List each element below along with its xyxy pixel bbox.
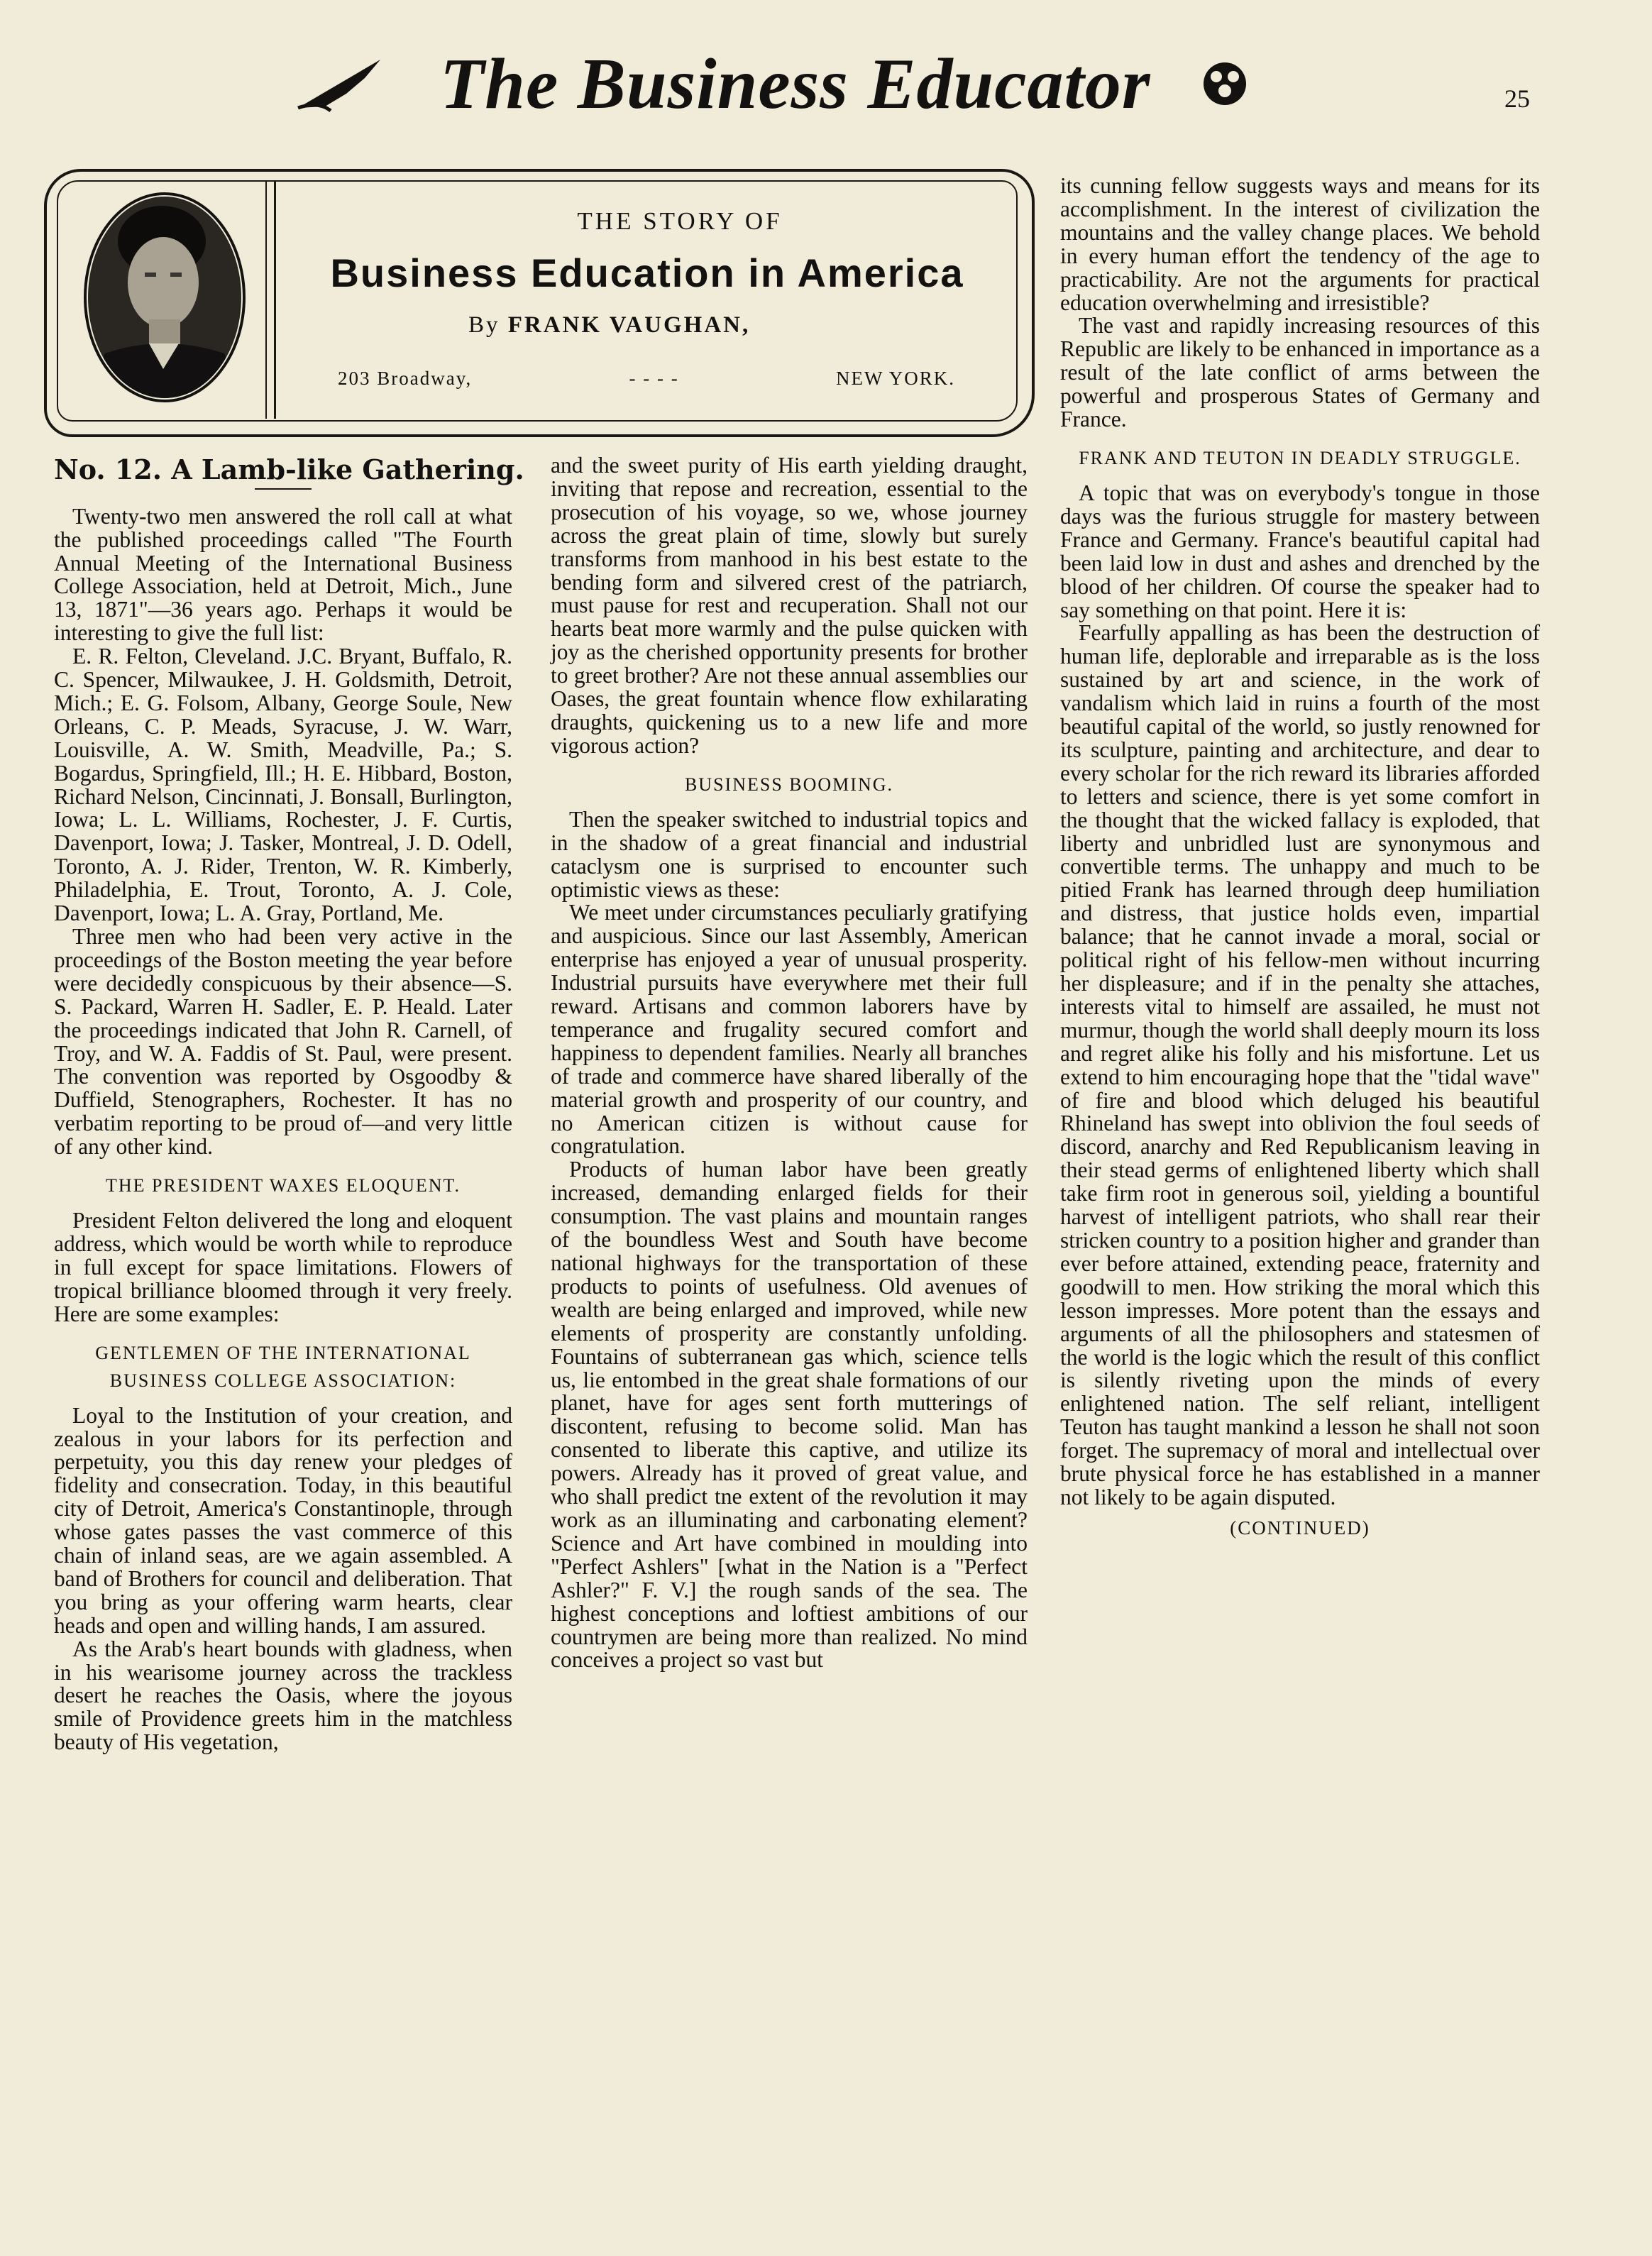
paragraph: The vast and rapidly increasing resources of this Republic are likely to be enhanced in importance as a result of the late conflict of arms between the powerful and prosperous States of Germany and France. xyxy=(1060,313,1540,432)
paragraph: Loyal to the Institution of your creation, and zealous in your labors for its perfection and perpetuity, you this day renew your pledges of fidelity and consecration. Today, in this beautiful city of Detroit, America's Constantinople, through whose gates passes the vast commerce of this chain of inland seas, are we again assembled. A band of Brothers for council and deliberation. That you bring as your offering warm hearts, clear heads and open and willing hands, I am assured. xyxy=(54,1402,512,1638)
paragraph: E. R. Felton, Cleveland. J.C. Bryant, Buffalo, R. C. Spencer, Milwaukee, J. H. Goldsmith, Detroit, Mich.; E. G. Folsom, Albany, George Soule, New Orleans, C. P. Meads, Syracuse, J. W. Warr, Louisville, A. W. Smith, Meadville, Pa.; S. Bogardus, Springfield, Ill.; H. E. Hibbard, Boston, Richard Nelson, Cincinnati, J. Bonsall, Burlington, Iowa; L. L. Williams, Rochester, J. F. Curtis, Davenport, Iowa; J. Tasker, Montreal, J. D. Odell, Toronto, A. J. Rider, Trenton, W. R. Kimberly, Philadelphia, E. Trout, Toronto, A. J. Cole, Davenport, Iowa; L. A. Gray, Portland, Me. xyxy=(54,644,512,926)
subheading: GENTLEMEN OF THE INTERNATIONAL BUSINESS COLLEGE ASSOCIATION: xyxy=(95,1342,471,1391)
header-box-divider xyxy=(265,182,267,419)
continued-note: (CONTINUED) xyxy=(1230,1517,1370,1539)
subheading: BUSINESS BOOMING. xyxy=(684,774,894,795)
paragraph: and the sweet purity of His earth yielding draught, inviting that repose and recreation, essential to the prosecution of his voyage, so we, whose journey across the great plain of time, slowly but surely transforms from manhood in his best estate to the bending form and silvered crest of the patriarch, must pause for rest and recuperation. Shall not our hearts beat more warmly and the pulse quicken with joy as the cherished opportunity presents for brother to greet brother? Are not these annual assemblies our Oases, the great fountain whence flow exhilarating draughts, quickening us to a new life and more vigorous action? xyxy=(551,453,1028,758)
header-box-divider xyxy=(274,182,276,419)
byline-by: By xyxy=(468,312,500,338)
paragraph: its cunning fellow suggests ways and means for its accomplishment. In the interest of civilization the mountains and the valley change places. We behold in every human effort the tendency of the age to practicability. Are not the arguments for practical education overwhelming and irresistible? xyxy=(1060,173,1540,315)
column-3 xyxy=(1060,175,1540,1538)
subheading: THE PRESIDENT WAXES ELOQUENT. xyxy=(106,1175,461,1196)
byline xyxy=(468,312,894,339)
address-street: 203 Broadway, xyxy=(338,368,473,389)
author-name: FRANK VAUGHAN, xyxy=(507,312,751,338)
paragraph: Products of human labor have been greatly increased, demanding enlarged fields for their consumption. The vast plains and mountain ranges of the boundless West and South have become national highways for the transportation of these products to points of usefulness. Old avenues of wealth are being enlarged and improved, while new elements of prosperity are constantly unfolding. Fountains of subterranean gas which, science tells us, lie entombed in the great shale formations of our planet, have for ages sent forth mutterings of discontent, refusing to become solid. Man has consented to liberate this captive, and utilize its powers. Already has it proved of great value, and who shall predict tne extent of the revolution it may work as an illuminating and carbonating element? Science and Art have combined in moulding into "Perfect Ashlers" [what in the Nation is a "Perfect Ashler?" F. V.] the rough sands of the sea. The highest conceptions and loftiest ambitions of our countrymen are being more than realized. No mind conceives a project so vast but xyxy=(551,1157,1028,1673)
paragraph: Fearfully appalling as has been the destruction of human life, deplorable and irreparable as is the loss sustained by art and science, in the work of vandalism which laid in ruins a fourth of the most beautiful capital of the world, so justly renowned for its sculpture, painting and architecture, and dear to every scholar for the rich reward its libraries afforded to letters and science, there is yet some comfort in the thought that the wicked fallacy is exploded, that liberty and unbridled lust are synonymous and convertible terms. The unhappy and much to be pitied Frank has learned through deep humiliation and distress, that justice holds even, impartial balance; that he cannot invade a moral, social or political right of his fellow-men without incurring her displeasure; and if in the penalty she attaches, interests vital to himself are assailed, he must not murmur, though the world shall deeply mourn its loss and regret alike his folly and his misfortune. Let us extend to him encouraging hope that the "tidal wave" of fire and blood which deluged his beautiful Rhineland has swept into oblivion the foul seeds of discord, anarchy and Red Republicanism leaving in their stead germs of enlightened liberty which shall take firm root in generous soil, yielding a bountiful harvest of intelligent patriots, who shall rear their stricken country to a position higher and grander than ever before attained, extending peace, fraternity and goodwill to men. How striking the moral which this lesson impresses. More potent than the essays and arguments of all the philosophers and statesmen of the world is the logic which the result of this conflict is silently riveting upon the minds of every enlightened nation. The self reliant, intelligent Teuton has taught mankind a lesson he shall not soon forget. The supremacy of moral and intellectual over brute physical force he has established in a manner not likely to be again disputed. xyxy=(1060,620,1540,1509)
column-2 xyxy=(551,454,1028,1672)
paragraph: As the Arab's heart bounds with gladness, when in his wearisome journey across the trackless desert he reaches the Oasis, where the joyous smile of Providence greets him in the matchless beauty of His vegetation, xyxy=(54,1636,512,1755)
quill-pen-icon xyxy=(297,57,382,114)
page-number: 25 xyxy=(1504,84,1530,113)
title-rule xyxy=(255,488,312,490)
paragraph: A topic that was on everybody's tongue in those days was the furious struggle for mastery between France and Germany. France's beautiful capital had been laid low in dust and ashes and drenched by the blood of her children. Of course the speaker had to say something on that point. Here it is: xyxy=(1060,480,1540,622)
chapter-title: No. 12. A Lamb-like Gathering. xyxy=(54,453,524,485)
masthead-title: The Business Educator xyxy=(440,44,1151,124)
column-1 xyxy=(54,453,524,1755)
paragraph: Twenty-two men answered the roll call at what the published proceedings called "The Fourth Annual Meeting of the International Business College Association, held at Detroit, Mich., June 13, 1871"—36 years ago. Perhaps it would be interesting to give the full list: xyxy=(54,503,512,646)
emblem-icon xyxy=(1199,58,1250,109)
paragraph: Three men who had been very active in the proceedings of the Boston meeting the year before were decidedly conspicuous by their absence—S. S. Packard, Warren H. Sadler, E. P. Heald. Later the proceedings indicated that John R. Carnell, of Troy, and W. A. Faddis of St. Paul, were present. The convention was reported by Osgoodby & Duffield, Stenographers, Rochester. It has no verbatim reporting to be proud of—and very little of any other kind. xyxy=(54,924,512,1160)
series-title: Business Education in America xyxy=(330,251,964,295)
paragraph: We meet under circumstances peculiarly gratifying and auspicious. Since our last Assembly, American enterprise has enjoyed a year of unusual prosperity. Industrial pursuits have everywhere met their full reward. Artisans and common laborers have by temperance and frugality secured comfort and happiness to dependent families. Nearly all branches of trade and commerce have shared liberally of the material growth and prosperity of our country, and no American citizen is without cause for congratulation. xyxy=(551,900,1028,1159)
author-portrait xyxy=(84,192,246,403)
series-kicker: THE STORY OF xyxy=(577,207,783,235)
author-address xyxy=(338,368,955,390)
paragraph: Then the speaker switched to industrial topics and in the shadow of a great financial and industrial cataclysm one is surprised to encounter such optimistic views as these: xyxy=(551,806,1028,902)
subheading: FRANK AND TEUTON IN DEADLY STRUGGLE. xyxy=(1079,447,1521,468)
paragraph: President Felton delivered the long and eloquent address, which would be worth while to reproduce in full except for space limitations. Flowers of tropical brilliance bloomed through it very freely. Here are some examples: xyxy=(54,1208,512,1326)
address-dashes: - - - - xyxy=(629,368,679,389)
address-city: NEW YORK. xyxy=(836,368,955,389)
